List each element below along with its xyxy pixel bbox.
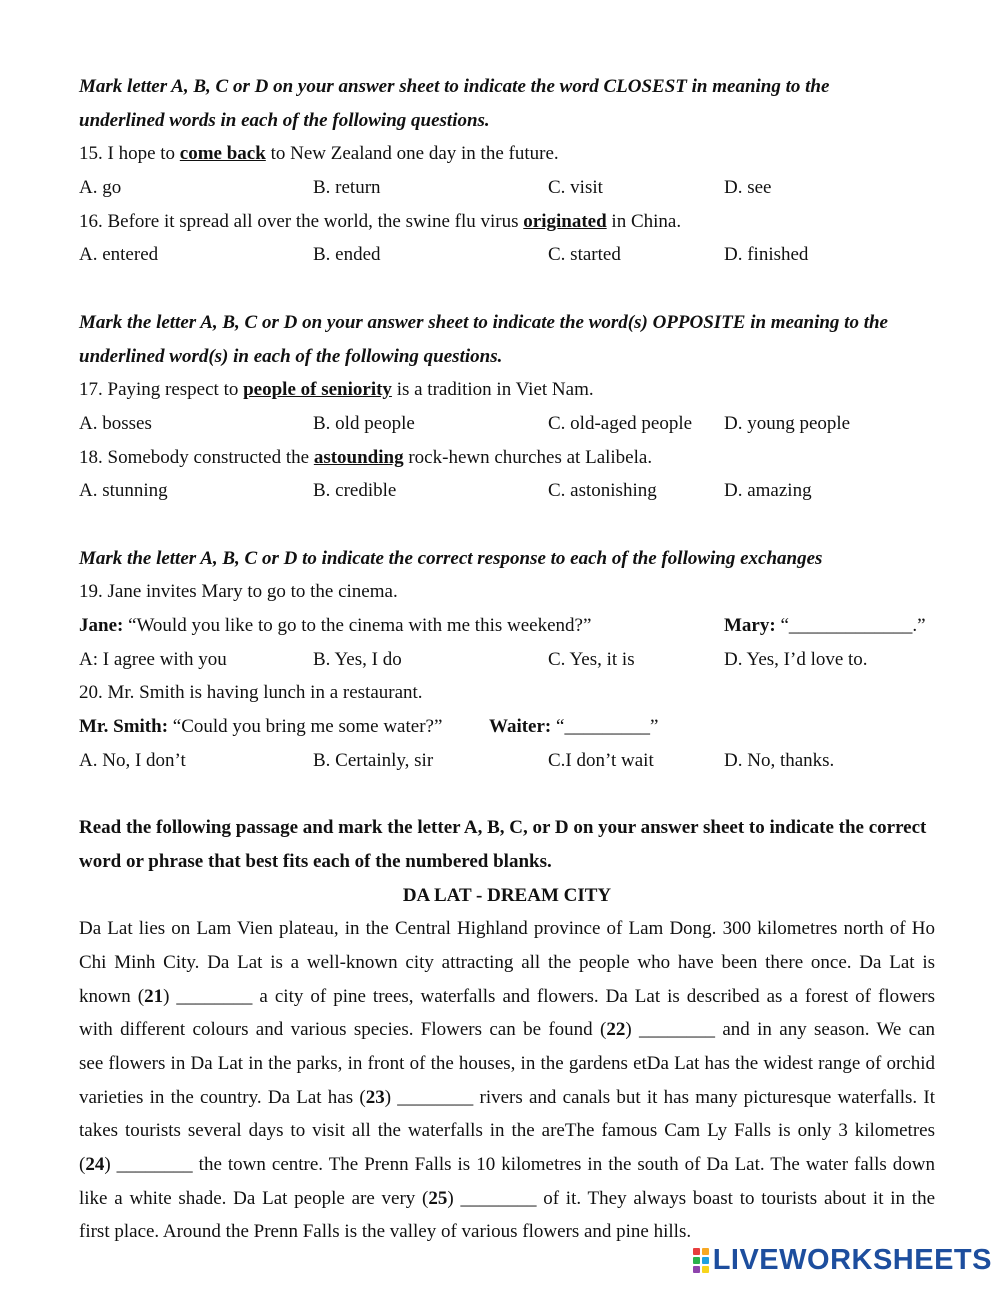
- response-blank: “_____________.”: [775, 615, 926, 636]
- blank-number-25: 25: [428, 1187, 448, 1209]
- option-c[interactable]: C. visit: [548, 177, 603, 199]
- option-d[interactable]: D. Yes, I’d love to.: [724, 648, 868, 670]
- section2-instruction-line1: Mark the letter A, B, C or D on your answer sheet to indicate the word(s) OPPOSITE in meaning to the: [79, 311, 888, 333]
- section3-instruction: Mark the letter A, B, C or D to indicate the correct response to each of the following exchanges: [79, 547, 823, 569]
- logo-square: [693, 1257, 700, 1264]
- logo-square: [693, 1248, 700, 1255]
- dialogue-line: “Would you like to go to the cinema with me this weekend?”: [123, 615, 592, 636]
- response-part: [724, 609, 926, 643]
- question-16-options: [79, 238, 935, 272]
- spacer: [79, 272, 935, 306]
- passage-title: DA LAT - DREAM CITY: [402, 884, 612, 906]
- blank-number-22: 22: [606, 1019, 626, 1041]
- question-20-options: [79, 744, 935, 778]
- passage-line: varieties in the country. Da Lat has (23) ________ rivers and canals but it has many picturesque waterfalls. It: [79, 1086, 935, 1108]
- passage-line: with different colours and various species. Flowers can be found (22) ________ and in any season. We can: [79, 1019, 935, 1041]
- logo-square: [702, 1266, 709, 1273]
- option-c[interactable]: C. Yes, it is: [548, 648, 635, 670]
- option-a[interactable]: A. bosses: [79, 412, 152, 434]
- section2-instruction-line2: underlined word(s) in each of the following questions.: [79, 345, 503, 367]
- passage-line: (24) ________ the town centre. The Prenn Falls is 10 kilometres in the south of Da Lat. The water falls down: [79, 1154, 935, 1175]
- logo-mark-icon: [693, 1248, 709, 1273]
- option-b[interactable]: B. old people: [313, 412, 415, 434]
- option-c[interactable]: C.I don’t wait: [548, 749, 654, 771]
- underlined-phrase: people of seniority: [243, 379, 392, 401]
- option-c[interactable]: C. astonishing: [548, 480, 657, 502]
- section1-instruction-line1: Mark letter A, B, C or D on your answer sheet to indicate the word CLOSEST in meaning to the: [79, 76, 830, 97]
- option-d[interactable]: D. see: [724, 177, 772, 199]
- logo-square: [702, 1257, 709, 1264]
- speaker-label: Jane:: [79, 615, 124, 636]
- passage-line: takes tourists several days to visit all the waterfalls in the areThe famous Cam Ly Falls is only 3 kilometres: [79, 1120, 935, 1142]
- liveworksheets-logo[interactable]: [693, 1245, 992, 1275]
- option-d[interactable]: D. amazing: [724, 480, 812, 502]
- underlined-phrase: come back: [179, 143, 266, 165]
- option-d[interactable]: D. No, thanks.: [724, 749, 835, 771]
- option-b[interactable]: B. Certainly, sir: [313, 749, 434, 771]
- passage-line: Chi Minh City. Da Lat is a well-known city attracting all the people who have been there once. Da Lat is: [79, 951, 935, 973]
- logo-square: [693, 1266, 700, 1273]
- question-15: 15. I hope to come back to New Zealand one day in the future.: [79, 143, 559, 165]
- logo-text: LIVEWORKSHEETS: [712, 1243, 992, 1276]
- option-c[interactable]: C. old-aged people: [548, 412, 693, 434]
- option-a[interactable]: A: I agree with you: [79, 648, 227, 670]
- question-18: 18. Somebody constructed the astounding rock-hewn churches at Lalibela.: [79, 446, 653, 468]
- underlined-phrase: originated: [523, 210, 607, 232]
- response-part: [489, 710, 658, 744]
- speaker-label: Waiter:: [489, 716, 552, 738]
- logo-square: [702, 1248, 709, 1255]
- question-19-stem: 19. Jane invites Mary to go to the cinema.: [79, 581, 398, 603]
- question-15-options: [79, 171, 935, 205]
- question-19-dialogue: [79, 609, 935, 643]
- spacer: [79, 508, 935, 542]
- option-d[interactable]: D. young people: [724, 412, 851, 434]
- dialogue-line: “Could you bring me some water?”: [168, 716, 443, 738]
- section4-instruction-line2: word or phrase that best fits each of the numbered blanks.: [79, 850, 552, 872]
- section1-instruction-line2: underlined words in each of the following questions.: [79, 109, 490, 131]
- question-20-stem: 20. Mr. Smith is having lunch in a restaurant.: [79, 682, 423, 704]
- spacer: [79, 777, 935, 811]
- underlined-phrase: astounding: [313, 446, 404, 468]
- option-a[interactable]: A. entered: [79, 244, 159, 266]
- passage-line: known (21) ________ a city of pine trees, waterfalls and flowers. Da Lat is described as a forest of flowers: [79, 985, 935, 1007]
- passage-line: Da Lat lies on Lam Vien plateau, in the Central Highland province of Lam Dong. 300 kilometres north of Ho: [79, 918, 935, 940]
- speaker-label: Mr. Smith:: [79, 716, 169, 738]
- blank-number-24: 24: [85, 1154, 105, 1175]
- option-b[interactable]: B. credible: [313, 480, 397, 502]
- question-18-options: [79, 474, 935, 508]
- question-17: 17. Paying respect to people of seniority is a tradition in Viet Nam.: [79, 379, 594, 401]
- speaker-label: Mary:: [724, 615, 776, 636]
- response-blank: “_________”: [551, 716, 659, 738]
- blank-number-23: 23: [365, 1086, 385, 1108]
- option-d[interactable]: D. finished: [724, 244, 809, 266]
- question-17-options: [79, 407, 935, 441]
- option-c[interactable]: C. started: [548, 244, 621, 266]
- option-a[interactable]: A. No, I don’t: [79, 749, 186, 771]
- option-b[interactable]: B. return: [313, 177, 381, 199]
- question-19-options: [79, 643, 935, 677]
- passage-line: first place. Around the Prenn Falls is the valley of various flowers and pine hills.: [79, 1221, 692, 1243]
- option-b[interactable]: B. ended: [313, 244, 381, 266]
- option-a[interactable]: A. stunning: [79, 480, 168, 502]
- question-16: 16. Before it spread all over the world, the swine flu virus originated in China.: [79, 210, 682, 232]
- option-a[interactable]: A. go: [79, 177, 122, 199]
- section4-instruction-line1: Read the following passage and mark the letter A, B, C, or D on your answer sheet to indicate the correct: [79, 817, 927, 839]
- blank-number-21: 21: [144, 985, 164, 1007]
- passage-line: like a white shade. Da Lat people are very (25) ________ of it. They always boast to tourists about it in the: [79, 1187, 935, 1209]
- worksheet: [79, 70, 935, 1249]
- question-20-dialogue: [79, 710, 935, 744]
- passage-line: see flowers in Da Lat in the parks, in front of the houses, in the gardens etDa Lat has the widest range of orchid: [79, 1052, 935, 1074]
- option-b[interactable]: B. Yes, I do: [313, 648, 402, 670]
